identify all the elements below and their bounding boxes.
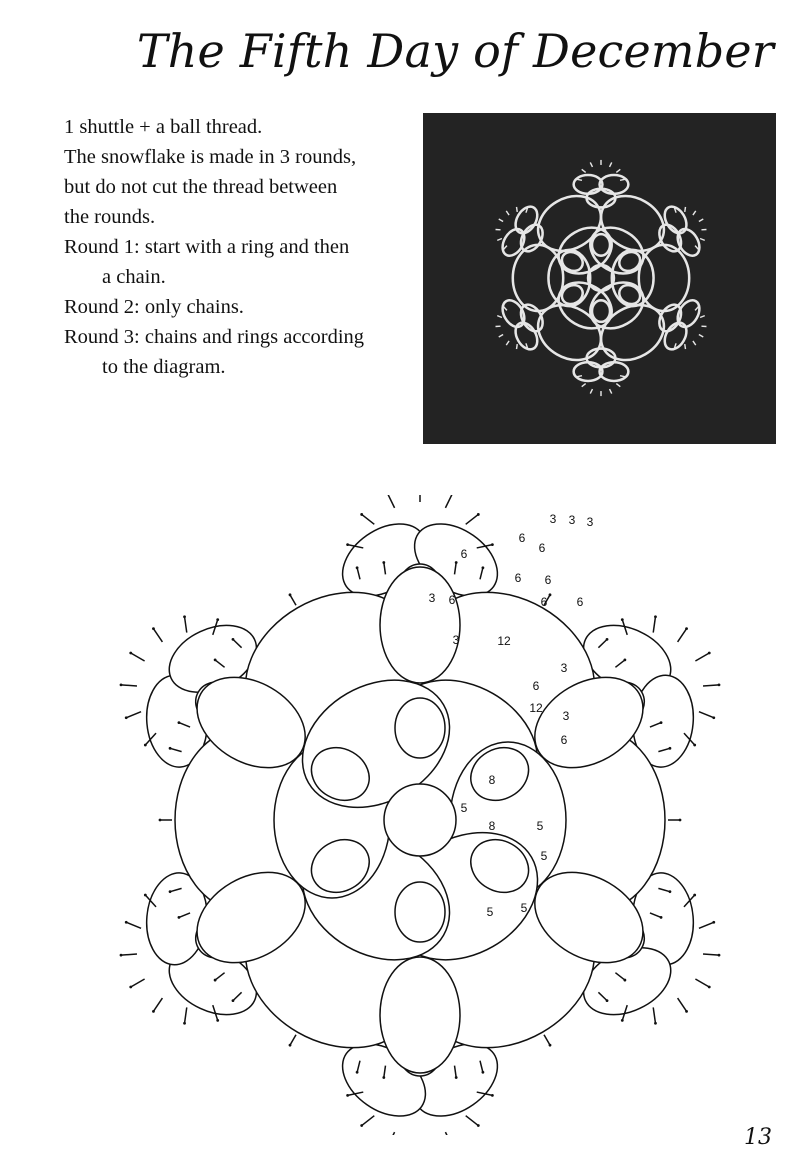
picot-tip <box>232 999 235 1002</box>
photo-picot <box>577 179 582 180</box>
photo-petal <box>513 245 563 311</box>
picot <box>126 712 141 718</box>
photo-picot <box>497 316 502 318</box>
instruction-line: to the diagram. <box>102 356 226 378</box>
photo-picot <box>693 211 696 215</box>
stitch-count-label: 5 <box>486 905 494 919</box>
picot-tip <box>621 618 624 621</box>
tatted-snowflake-image <box>423 113 776 444</box>
inner-ring <box>395 698 445 758</box>
photo-picot <box>590 389 592 394</box>
picot-tip <box>712 716 715 719</box>
stitch-count-label: 8 <box>488 773 496 787</box>
picot-tip <box>125 716 128 719</box>
picot <box>290 595 296 605</box>
stitch-count-label: 3 <box>568 513 576 527</box>
photo-picot <box>582 169 586 172</box>
picot <box>699 922 714 928</box>
photo-picot <box>590 162 592 167</box>
picot-tip <box>623 979 626 982</box>
picot <box>121 954 137 955</box>
instruction-line: The snowflake is made in 3 rounds, <box>64 146 357 168</box>
stitch-count-label: 5 <box>540 849 548 863</box>
picot-tip <box>356 1071 359 1074</box>
picot-tip <box>679 819 682 822</box>
diagram-drawing <box>120 495 721 1135</box>
picot-tip <box>549 1044 552 1047</box>
picot-tip <box>708 986 711 989</box>
photo-picot <box>497 238 502 240</box>
picot-tip <box>144 894 147 897</box>
stitch-count-label: 6 <box>560 733 568 747</box>
picot-tip <box>481 566 484 569</box>
photo-picot <box>506 341 509 345</box>
stitch-count-label: 12 <box>529 701 543 715</box>
stitch-count-label: 5 <box>536 819 544 833</box>
photo-picot <box>693 341 696 345</box>
picot-tip <box>183 615 186 618</box>
instruction-line: Round 1: start with a ring and then <box>64 236 350 258</box>
picot <box>678 998 687 1011</box>
photo-tip-ring <box>574 362 603 381</box>
picot-tip <box>693 744 696 747</box>
photo-picot <box>517 344 518 349</box>
picot-tip <box>216 1019 219 1022</box>
picot <box>153 629 162 642</box>
picot-tip <box>660 916 663 919</box>
photo-picot <box>504 246 507 250</box>
photo-picot <box>700 316 705 318</box>
picot <box>153 998 162 1011</box>
photo-picot <box>700 238 705 240</box>
picot-tip <box>718 683 721 686</box>
instruction-line: Round 3: chains and rings according <box>64 326 365 348</box>
picot-tip <box>356 566 359 569</box>
picot-tip <box>606 638 609 641</box>
photo-picot <box>610 162 612 167</box>
picot <box>185 617 187 633</box>
picot-tip <box>455 561 458 564</box>
stitch-count-label: 3 <box>562 709 570 723</box>
picot-tip <box>289 1044 292 1047</box>
stitch-count-label: 6 <box>540 595 548 609</box>
photo-picot <box>506 211 509 215</box>
picot-tip <box>360 513 363 516</box>
picot-tip <box>669 747 672 750</box>
instructions-text <box>64 112 409 382</box>
photo-picot <box>685 207 686 212</box>
picot-tip <box>718 954 721 957</box>
photo-picot <box>616 169 620 172</box>
tatting-diagram <box>0 495 810 1135</box>
picot-tip <box>606 999 609 1002</box>
stitch-count-label: 6 <box>460 547 468 561</box>
picot <box>703 954 719 955</box>
picot <box>388 1132 395 1135</box>
stitch-count-label: 3 <box>452 633 460 647</box>
photo-picot <box>610 389 612 394</box>
picot-tip <box>477 1124 480 1127</box>
photo-center-ring <box>588 265 614 291</box>
picot <box>131 979 145 987</box>
picot <box>695 979 709 987</box>
round3-chain <box>380 957 460 1073</box>
stitch-count-label: 6 <box>518 531 526 545</box>
instruction-line: Round 2: only chains. <box>64 296 244 318</box>
picot <box>131 653 145 661</box>
photo-petal <box>591 294 674 371</box>
center-ring <box>384 784 456 856</box>
snowflake-photo <box>423 113 776 444</box>
picot <box>466 1116 479 1126</box>
instruction-line: but do not cut the thread between <box>64 176 338 198</box>
picot-tip <box>169 890 172 893</box>
picot-tip <box>669 890 672 893</box>
photo-picot <box>499 219 503 222</box>
instruction-line: a chain. <box>102 266 166 288</box>
snowflake-pattern-diagram <box>0 495 810 1135</box>
picot-tip <box>549 593 552 596</box>
stitch-count-label: 6 <box>514 571 522 585</box>
picot-tip <box>685 1010 688 1013</box>
inner-ring <box>395 882 445 942</box>
picot-tip <box>491 1094 494 1097</box>
photo-picot <box>504 307 507 311</box>
picot <box>653 617 655 633</box>
picot-tip <box>120 683 123 686</box>
stitch-count-label: 12 <box>497 634 511 648</box>
picot <box>544 1035 550 1045</box>
picot-tip <box>152 627 155 630</box>
picot <box>362 1116 375 1126</box>
photo-inner-ring <box>592 300 610 322</box>
picot <box>185 1007 187 1023</box>
picot-tip <box>712 921 715 924</box>
photo-snowflake <box>496 160 707 396</box>
photo-petal <box>639 245 689 311</box>
picot-tip <box>152 1010 155 1013</box>
stitch-count-label: 6 <box>576 595 584 609</box>
picot-tip <box>183 1022 186 1025</box>
picot-tip <box>685 627 688 630</box>
picot-tip <box>693 894 696 897</box>
picot-tip <box>129 652 132 655</box>
picot-tip <box>360 1124 363 1127</box>
photo-picot <box>577 376 582 377</box>
photo-picot <box>616 384 620 387</box>
photo-tip-ring <box>600 362 629 381</box>
stitch-count-label: 6 <box>538 541 546 555</box>
stitch-count-label: 8 <box>488 819 496 833</box>
picot-tip <box>125 921 128 924</box>
page-title: The Fifth Day of December <box>136 24 774 78</box>
picot-tip <box>159 819 162 822</box>
picot <box>445 1132 452 1135</box>
picot-tip <box>120 954 123 957</box>
photo-core-petal <box>548 250 590 306</box>
photo-picot <box>699 335 703 338</box>
picot-tip <box>216 618 219 621</box>
photo-picot <box>620 179 625 180</box>
picot-tip <box>232 638 235 641</box>
picot-tip <box>382 1076 385 1079</box>
picot <box>362 514 375 524</box>
photo-picot <box>499 335 503 338</box>
picot-tip <box>178 721 181 724</box>
picot-tip <box>481 1071 484 1074</box>
picot <box>290 1035 296 1045</box>
picot <box>466 514 479 524</box>
picot-tip <box>214 979 217 982</box>
picot <box>695 653 709 661</box>
picot-tip <box>129 986 132 989</box>
picot-tip <box>214 659 217 662</box>
picot-tip <box>654 615 657 618</box>
stitch-count-label: 5 <box>520 901 528 915</box>
picot-tip <box>289 593 292 596</box>
picot-tip <box>346 543 349 546</box>
stitch-count-label: 3 <box>586 515 594 529</box>
stitch-count-label: 3 <box>428 591 436 605</box>
stitch-count-label: 3 <box>560 661 568 675</box>
picot-tip <box>654 1022 657 1025</box>
picot <box>703 685 719 686</box>
picot-tip <box>708 652 711 655</box>
stitch-count-label: 3 <box>549 512 557 526</box>
picot <box>678 629 687 642</box>
picot-tip <box>660 721 663 724</box>
stitch-count-label: 6 <box>544 573 552 587</box>
photo-picot <box>582 384 586 387</box>
instruction-line: the rounds. <box>64 206 156 228</box>
picot-tip <box>623 659 626 662</box>
picot <box>699 712 714 718</box>
page-number: 13 <box>744 1125 772 1150</box>
picot <box>445 495 452 508</box>
picot-tip <box>491 543 494 546</box>
picot-tip <box>169 747 172 750</box>
picot-tip <box>477 513 480 516</box>
picot <box>121 685 137 686</box>
picot-tip <box>346 1094 349 1097</box>
photo-inner-ring <box>592 234 610 256</box>
photo-tip-ring <box>574 175 603 194</box>
round3-chain <box>380 567 460 683</box>
photo-core-petal <box>612 250 654 306</box>
picot-tip <box>144 744 147 747</box>
picot <box>653 1007 655 1023</box>
photo-petal <box>528 185 611 262</box>
stitch-count-label: 6 <box>448 593 456 607</box>
photo-picot <box>695 307 698 311</box>
picot <box>126 922 141 928</box>
picot-tip <box>455 1076 458 1079</box>
picot <box>388 495 395 508</box>
picot-tip <box>178 916 181 919</box>
photo-picot <box>699 219 703 222</box>
stitch-count-label: 6 <box>532 679 540 693</box>
photo-tip-ring <box>600 175 629 194</box>
photo-picot <box>685 344 686 349</box>
picot-tip <box>382 561 385 564</box>
photo-picot <box>695 246 698 250</box>
stitch-count-label: 5 <box>460 801 468 815</box>
photo-picot <box>517 207 518 212</box>
photo-picot <box>620 376 625 377</box>
picot-tip <box>621 1019 624 1022</box>
instruction-line: 1 shuttle + a ball thread. <box>64 116 263 138</box>
